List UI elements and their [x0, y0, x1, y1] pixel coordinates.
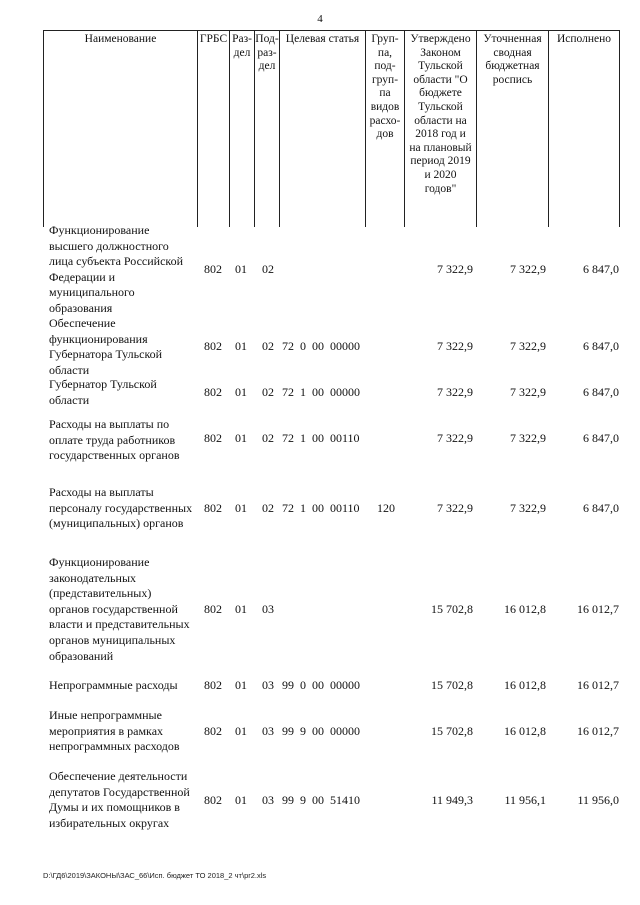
row-podrazdel: 02 — [262, 339, 274, 353]
row-approved: 7 322,9 — [437, 262, 473, 276]
row-podrazdel: 03 — [262, 678, 274, 692]
row-razdel: 01 — [235, 262, 247, 276]
row-name: Расходы на выплаты по оплате труда работников государственных органов — [49, 417, 180, 463]
row-razdel: 01 — [235, 793, 247, 807]
row-grbs: 802 — [204, 262, 222, 276]
row-target: 99 9 00 51410 — [282, 793, 360, 807]
row-group: 120 — [377, 501, 395, 515]
header-approved: Утверждено Законом Тульской области "О бюджете Тульской области на 2018 год и на плановый период 2019 и 2020 годов" — [409, 33, 472, 195]
row-executed: 11 956,0 — [577, 793, 619, 807]
row-refined: 16 012,8 — [504, 678, 546, 692]
row-executed: 6 847,0 — [583, 431, 619, 445]
row-name: Губернатор Тульской области — [49, 377, 157, 407]
row-target: 72 1 00 00000 — [282, 385, 360, 399]
row-executed: 6 847,0 — [583, 501, 619, 515]
header-podrazdel: Под- раз- дел — [255, 33, 279, 73]
row-podrazdel: 03 — [262, 793, 274, 807]
row-name: Функционирование высшего должностного лица субъекта Российской Федерации и муниципального образования — [49, 223, 184, 315]
row-executed: 6 847,0 — [583, 262, 619, 276]
row-razdel: 01 — [235, 678, 247, 692]
row-executed: 16 012,7 — [577, 602, 619, 616]
row-name: Функционирование законодательных (представительных) органов государственной власти и представительных органов муниципальных образований — [49, 555, 190, 663]
row-podrazdel: 02 — [262, 385, 274, 399]
row-razdel: 01 — [235, 385, 247, 399]
page-number: 4 — [317, 13, 323, 25]
row-refined: 11 956,1 — [504, 793, 546, 807]
row-refined: 7 322,9 — [510, 339, 546, 353]
row-podrazdel: 02 — [262, 262, 274, 276]
row-approved: 7 322,9 — [437, 501, 473, 515]
row-name: Обеспечение функционирования Губернатора Тульской области — [49, 316, 163, 377]
row-refined: 7 322,9 — [510, 385, 546, 399]
row-refined: 7 322,9 — [510, 501, 546, 515]
row-grbs: 802 — [204, 339, 222, 353]
header-grbs: ГРБС — [199, 33, 228, 45]
row-razdel: 01 — [235, 431, 247, 445]
row-grbs: 802 — [204, 431, 222, 445]
row-podrazdel: 02 — [262, 431, 274, 445]
header-razdel: Раз- дел — [232, 33, 252, 59]
row-name: Обеспечение деятельности депутатов Государственной Думы и их помощников в избирательных округах — [49, 769, 190, 830]
header-group: Груп- па, под- груп- па видов расхо- дов — [369, 33, 401, 141]
row-razdel: 01 — [235, 724, 247, 738]
header-executed: Исполнено — [556, 33, 612, 45]
header-name: Наименование — [84, 33, 157, 45]
row-podrazdel: 03 — [262, 724, 274, 738]
header-refined: Уточненная сводная бюджетная роспись — [483, 33, 542, 86]
row-target: 99 9 00 00000 — [282, 724, 360, 738]
row-grbs: 802 — [204, 724, 222, 738]
row-podrazdel: 02 — [262, 501, 274, 515]
row-executed: 16 012,7 — [577, 678, 619, 692]
row-razdel: 01 — [235, 602, 247, 616]
row-refined: 16 012,8 — [504, 724, 546, 738]
row-approved: 11 949,3 — [431, 793, 473, 807]
row-grbs: 802 — [204, 385, 222, 399]
header-target: Целевая статья — [285, 33, 360, 45]
row-target: 72 0 00 00000 — [282, 339, 360, 353]
row-razdel: 01 — [235, 339, 247, 353]
row-approved: 7 322,9 — [437, 339, 473, 353]
row-grbs: 802 — [204, 501, 222, 515]
row-approved: 15 702,8 — [431, 724, 473, 738]
file-path-footer: D:\ГД6\2019\ЗАКОНЫ\ЗАС_66\Исп. бюджет ТО 2018_2 чт\pr2.xls — [43, 871, 267, 880]
row-target: 72 1 00 00110 — [282, 431, 360, 445]
row-approved: 7 322,9 — [437, 385, 473, 399]
row-grbs: 802 — [204, 793, 222, 807]
row-approved: 15 702,8 — [431, 678, 473, 692]
row-podrazdel: 03 — [262, 602, 274, 616]
row-name: Расходы на выплаты персоналу государственных (муниципальных) органов — [49, 485, 193, 531]
row-razdel: 01 — [235, 501, 247, 515]
row-executed: 6 847,0 — [583, 339, 619, 353]
row-approved: 15 702,8 — [431, 602, 473, 616]
row-refined: 7 322,9 — [510, 262, 546, 276]
row-name: Иные непрограммные мероприятия в рамках непрограммных расходов — [49, 708, 180, 754]
row-target: 72 1 00 00110 — [282, 501, 360, 515]
row-grbs: 802 — [204, 602, 222, 616]
row-name: Непрограммные расходы — [49, 678, 178, 692]
row-executed: 6 847,0 — [583, 385, 619, 399]
row-target: 99 0 00 00000 — [282, 678, 360, 692]
row-approved: 7 322,9 — [437, 431, 473, 445]
row-refined: 16 012,8 — [504, 602, 546, 616]
row-grbs: 802 — [204, 678, 222, 692]
row-refined: 7 322,9 — [510, 431, 546, 445]
row-executed: 16 012,7 — [577, 724, 619, 738]
